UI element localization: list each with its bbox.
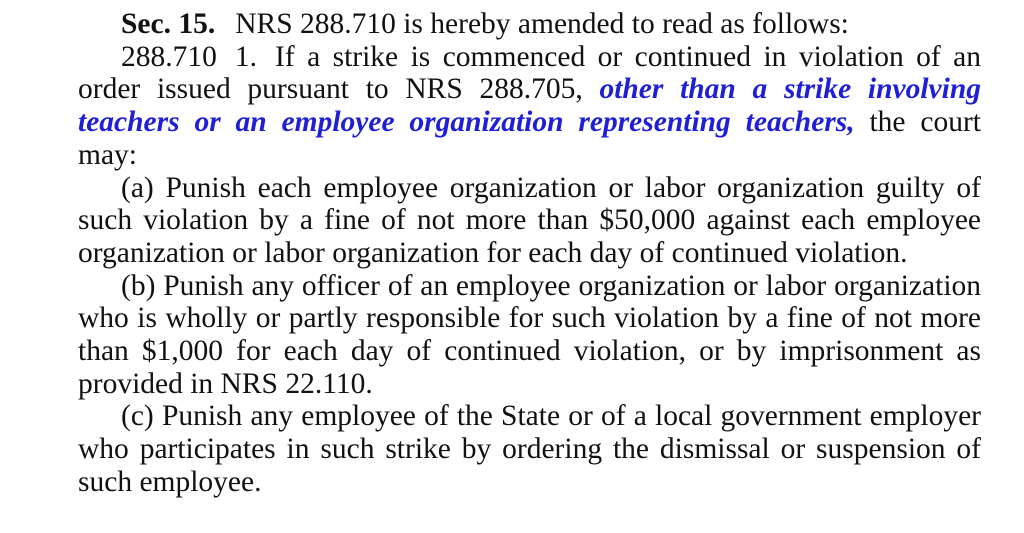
paragraph-label: (a) <box>121 171 154 204</box>
inserted-amendment-text: other than a strike involving teachers or an employee organization representing teachers, <box>78 73 981 139</box>
section-intro: NRS 288.710 is hereby amended to read as follows: <box>235 8 849 40</box>
paragraph-text: Punish any employee of the State or of a local government employer who participates in such strike by ordering the dismissal or suspension of such employee. <box>78 400 982 498</box>
section-heading <box>78 8 981 41</box>
paragraph-label: (b) <box>121 269 156 302</box>
statute-subsection-1 <box>78 41 981 172</box>
subsection-number: 1. <box>234 40 257 73</box>
paragraph-b <box>78 270 981 401</box>
paragraph-label: (c) <box>121 400 154 433</box>
paragraph-text: Punish each employee organization or labor organization guilty of such violation by a fine of not more than $50,000 against each employee organization or labor organization for each day of continued violation. <box>78 171 981 269</box>
paragraph-c <box>78 400 981 498</box>
document-page <box>78 4 981 499</box>
subsection-text-before: If a strike is commenced or continued in violation of an order issued pursuant to NRS 288.705, <box>78 40 981 106</box>
paragraph-text: Punish any officer of an employee organization or labor organization who is wholly or partly responsible for such violation by a fine of not more than $1,000 for each day of continued violation, or by imprisonment as provided in NRS 22.110. <box>78 269 982 400</box>
subsection-text-after: the court may: <box>78 106 981 171</box>
paragraph-a <box>78 172 981 270</box>
section-label: Sec. 15. <box>121 8 216 40</box>
statute-number: 288.710 <box>121 40 217 73</box>
